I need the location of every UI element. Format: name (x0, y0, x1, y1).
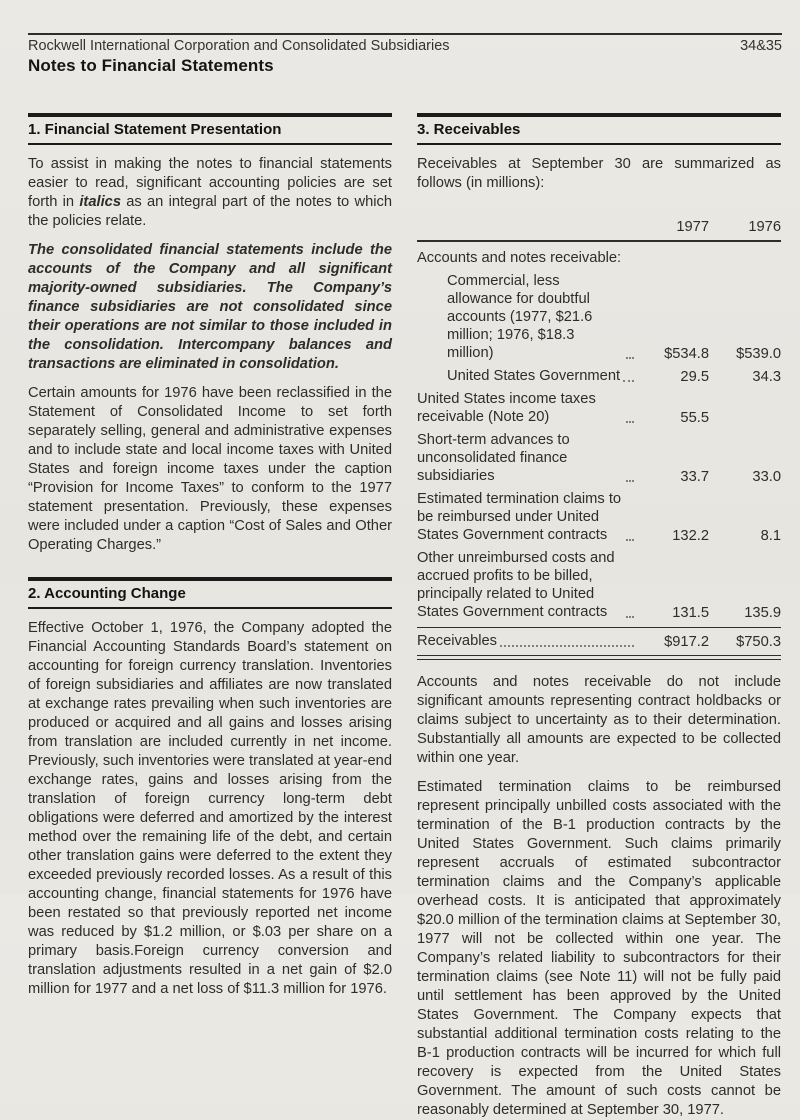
total-value-1977: $917.2 (664, 634, 709, 650)
value-1976: 34.3 (752, 369, 781, 385)
row-label: Short-term advances to unconsolidated finance subsidiaries (417, 432, 570, 484)
dot-leader (626, 357, 634, 359)
section-3-paragraph-1: Accounts and notes receivable do not include significant amounts representing contract holdbacks or claims subject to uncertainty as to their determination. Substantially all amounts are expected to be collected within one year. (417, 674, 781, 766)
page-number: 34&35 (740, 38, 782, 54)
value-1977: $534.8 (664, 346, 709, 362)
dot-leader (626, 421, 634, 423)
table-row-short-term-advances (417, 431, 781, 485)
section-2-paragraph-1: Effective October 1, 1976, the Company adopted the Financial Accounting Standards Board’s statement on accounting for foreign currency translation. Inventories of foreign subsidiaries and affiliates are now translated at exchange rates prevailing when such inventories are produced or acquired and all gains and losses arising from translation are included currently in net income. Previously, such inventories were translated at year-end exchange rates, gains and losses arising from the translation of foreign currency long-term debt obligations were deferred and amortized by the interest method over the remaining life of the debt, and certain other translation gains were deferred to the extent they exceeded previously recorded losses. As a result of this accounting change, financial statements for 1976 have been restated so that previously reported net income was reduced by $1.2 million, or $.03 per share on a primary basis.Foreign currency conversion and translation adjustments resulted in a net gain of $2.0 million for 1977 and a net loss of $11.3 million for 1976. (28, 620, 392, 997)
dot-leader (500, 645, 634, 647)
document-page (0, 33, 800, 1120)
year-header-1977: 1977 (676, 219, 709, 235)
table-row-us-government (417, 367, 781, 385)
document-title: Notes to Financial Statements (28, 56, 274, 75)
row-label: United States Government (447, 368, 621, 384)
total-value-1976: $750.3 (736, 634, 781, 650)
table-year-header (417, 205, 781, 242)
section-1-paragraph-1 (28, 155, 392, 231)
paragraph-text: as an integral part of the notes to which the policies relate. (28, 194, 393, 229)
table-row-estimated-termination-claims (417, 490, 781, 544)
table-row-receivables-total (417, 632, 781, 650)
company-name: Rockwell International Corporation and Consolidated Subsidiaries (28, 38, 450, 54)
page-header (28, 35, 782, 54)
section-receivables (417, 113, 781, 1120)
section-financial-statement-presentation (28, 113, 392, 555)
section-1-paragraph-3: Certain amounts for 1976 have been reclassified in the Statement of Consolidated Income to set forth separately selling, general and administrative expenses and to include state and local income taxes with United States and foreign income taxes under the caption “Provision for Income Taxes” to conform to the 1977 statement presentation. Previously, these expenses were included under a caption “Cost of Sales and Other Operating Charges.” (28, 385, 392, 553)
section-1-heading: 1. Financial Statement Presentation (28, 113, 392, 145)
section-3-paragraph-2: Estimated termination claims to be reimbursed represent principally unbilled costs associated with the termination of the B-1 production contracts by the United States Government. Such claims primarily represent accruals of estimated subcontractor termination claims and the Company’s applicable overhead costs. It is anticipated that approximately $20.0 million of the termination claims at September 30, 1977 will not be collected within one year. The Company’s related liability to subcontractors for their termination claims (see Note 11) will not be fully paid until settlement has been approved by the United States Government. The Company expects that substantial additional termination costs relating to the B-1 production contracts will be incurred for which full recovery is expected from the United States Government. The amount of such costs cannot be reasonably determined at September 30, 1977. (417, 779, 781, 1118)
total-separator-rule (417, 627, 781, 628)
value-1977: 55.5 (680, 410, 709, 426)
row-label: Estimated termination claims to be reimbursed under United States Government contracts (417, 491, 622, 543)
row-label: Other unreimbursed costs and accrued profits to be billed, principally related to United States Government contracts (417, 550, 615, 620)
dot-leader (626, 480, 634, 482)
receivables-table (417, 205, 781, 660)
section-3-intro: Receivables at September 30 are summarized as follows (in millions): (417, 156, 781, 191)
value-1977: 131.5 (672, 605, 709, 621)
table-bottom-double-rule (417, 655, 781, 660)
value-1977: 132.2 (672, 528, 709, 544)
row-label: Receivables (417, 633, 498, 649)
dot-leader (626, 539, 634, 541)
section-accounting-change (28, 577, 392, 999)
table-row-group-header (417, 249, 781, 267)
left-column (28, 113, 392, 1120)
value-1977: 29.5 (680, 369, 709, 385)
row-label: United States income taxes receivable (Note 20) (417, 391, 596, 425)
table-row-other-unreimbursed-costs (417, 549, 781, 621)
two-column-layout (28, 113, 782, 1120)
table-row-commercial (417, 272, 781, 362)
value-1976: 8.1 (760, 528, 781, 544)
dot-leader (623, 380, 634, 382)
row-label: Commercial, less allowance for doubtful accounts (1977, $21.6 million; 1976, $18.3 million) (447, 273, 593, 361)
dot-leader (626, 616, 634, 618)
section-3-heading: 3. Receivables (417, 113, 781, 145)
year-header-1976: 1976 (748, 219, 781, 235)
section-2-heading: 2. Accounting Change (28, 577, 392, 609)
section-1-paragraph-2-policy: The consolidated financial statements include the accounts of the Company and all significant majority-owned subsidiaries. The Company’s finance subsidiaries are not consolidated since their operations are not similar to those included in the consolidation. Intercompany balances and transactions are eliminated in consolidation. (28, 242, 392, 372)
value-1976: $539.0 (736, 346, 781, 362)
value-1976: 135.9 (744, 605, 781, 621)
row-label: Accounts and notes receivable: (417, 250, 622, 266)
value-1976: 33.0 (752, 469, 781, 485)
value-1977: 33.7 (680, 469, 709, 485)
right-column (417, 113, 781, 1120)
italics-word: italics (79, 194, 121, 210)
paragraph-text: To assist in making the notes to financial statements easier to read, significant accounting policies are set forth in (28, 156, 392, 210)
table-row-income-taxes-receivable (417, 390, 781, 426)
